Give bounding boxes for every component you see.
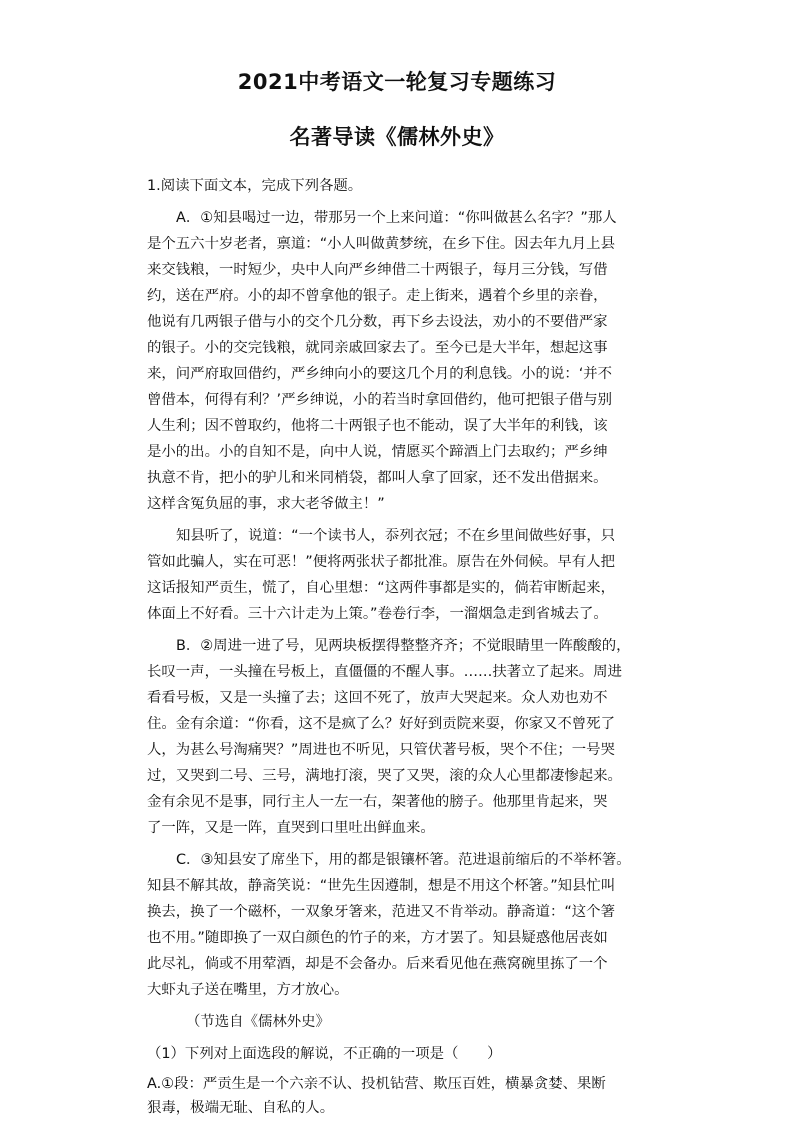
passage-c-line: 大虾丸子送在嘴里，方才放心。 (147, 982, 349, 998)
passage-a2-line: 管如此骗人，实在可恶！”便将两张状子都批准。原告在外伺候。早有人把 (147, 554, 615, 570)
passage-a-line: 他说有几两银子借与小的交个几分数，再下乡去设法，劝小的不要借严家 (147, 314, 608, 330)
passage-a-line: A．①知县喝过一边，带那另一个上来问道：“你叫做甚么名字？”那人 (176, 210, 617, 226)
passage-b-line: B．②周进一进了号，见两块板摆得整整齐齐；不觉眼睛里一阵酸酸的， (176, 638, 631, 654)
passage-a-line: 约，送在严府。小的却不曾拿他的银子。走上街来，遇着个乡里的亲眷， (147, 288, 608, 304)
passage-a-line: 来，问严府取回借约，严乡绅向小的要这几个月的利息钱。小的说：‘并不 (147, 366, 613, 382)
passage-b-line: 住。金有余道：“你看，这不是疯了么？好好到贡院来耍，你家又不曾死了 (147, 716, 615, 732)
passage-b-line: 金有余见不是事，同行主人一左一右，架著他的膀子。他那里肯起来，哭 (147, 794, 608, 810)
passage-c-line: 知县不解其故，静斋笑说：“世先生因遵制，想是不用这个杯箸。”知县忙叫 (147, 878, 616, 894)
question-intro: 1.阅读下面文本，完成下列各题。 (147, 178, 363, 194)
passage-b-line: 长叹一声，一头撞在号板上，直僵僵的不醒人事。……扶著立了起来。周进 (147, 664, 622, 680)
passage-c-line: 换去，换了一个磁杯，一双象牙箸来，范进又不肯举动。静斋道：“这个箸 (147, 904, 615, 920)
passage-a-line: 执意不肯，把小的驴儿和米同梢袋，都叫人拿了回家，还不发出借据来。 (147, 470, 608, 486)
passage-a-line: 是个五六十岁老者，禀道：“小人叫做黄梦统，在乡下住。因去年九月上县 (147, 236, 615, 252)
passage-b-line: 人，为甚么号淘痛哭？”周进也不听见，只管伏著号板，哭个不住；一号哭 (147, 742, 615, 758)
question-1-stem: （1）下列对上面选段的解说，不正确的一项是（ ） (147, 1046, 502, 1062)
passage-c-line: C．③知县安了席坐下，用的都是银镶杯箸。范进退前缩后的不举杯箸。 (176, 852, 631, 868)
passage-source: （节选自《儒林外史》 (186, 1014, 330, 1030)
passage-a-line: 来交钱粮，一时短少，央中人向严乡绅借二十两银子，每月三分钱，写借 (147, 262, 608, 278)
passage-a-line: 是小的出。小的自知不是，向中人说，情愿买个蹄酒上门去取约；严乡绅 (147, 444, 608, 460)
passage-a-line: 的银子。小的交完钱粮，就同亲戚回家去了。至今已是大半年，想起这事 (147, 340, 608, 356)
passage-b-line: 看看号板，又是一头撞了去；这回不死了，放声大哭起来。众人劝也劝不 (147, 690, 608, 706)
passage-b-line: 过，又哭到二号、三号，满地打滚，哭了又哭，滚的众人心里都凄惨起来。 (147, 768, 622, 784)
option-a-line: 狠毒，极端无耻、自私的人。 (147, 1100, 335, 1116)
passage-a2-line: 体面上不好看。三十六计走为上策。”卷卷行李，一溜烟急走到省城去了。 (147, 606, 608, 622)
passage-a2-line: 知县听了，说道：“一个读书人，忝列衣冠；不在乡里间做些好事，只 (176, 528, 616, 544)
passage-b-line: 了一阵，又是一阵，直哭到口里吐出鲜血来。 (147, 820, 435, 836)
passage-c-line: 也不用。”随即换了一双白颜色的竹子的来，方才罢了。知县疑惑他居丧如 (147, 930, 608, 946)
passage-c-line: 此尽礼，倘或不用荤酒，却是不会备办。后来看见他在燕窝碗里拣了一个 (147, 956, 608, 972)
document-subtitle: 名著导读《儒林外史》 (289, 125, 505, 149)
passage-a2-line: 这话报知严贡生，慌了，自心里想：“这两件事都是实的，倘若审断起来， (147, 580, 615, 596)
option-a-line: A.①段：严贡生是一个六亲不认、投机钻营、欺压百姓，横暴贪婪、果断 (147, 1076, 606, 1092)
passage-a-line: 这样含冤负屈的事，求大老爷做主！” (147, 496, 385, 512)
document-title: 2021中考语文一轮复习专题练习 (237, 70, 557, 94)
passage-a-line: 曾借本，何得有利？’严乡绅说，小的若当时拿回借约，他可把银子借与别 (147, 392, 613, 408)
passage-a-line: 人生利；因不曾取约，他将二十两银子也不能动，误了大半年的利钱，该 (147, 418, 608, 434)
